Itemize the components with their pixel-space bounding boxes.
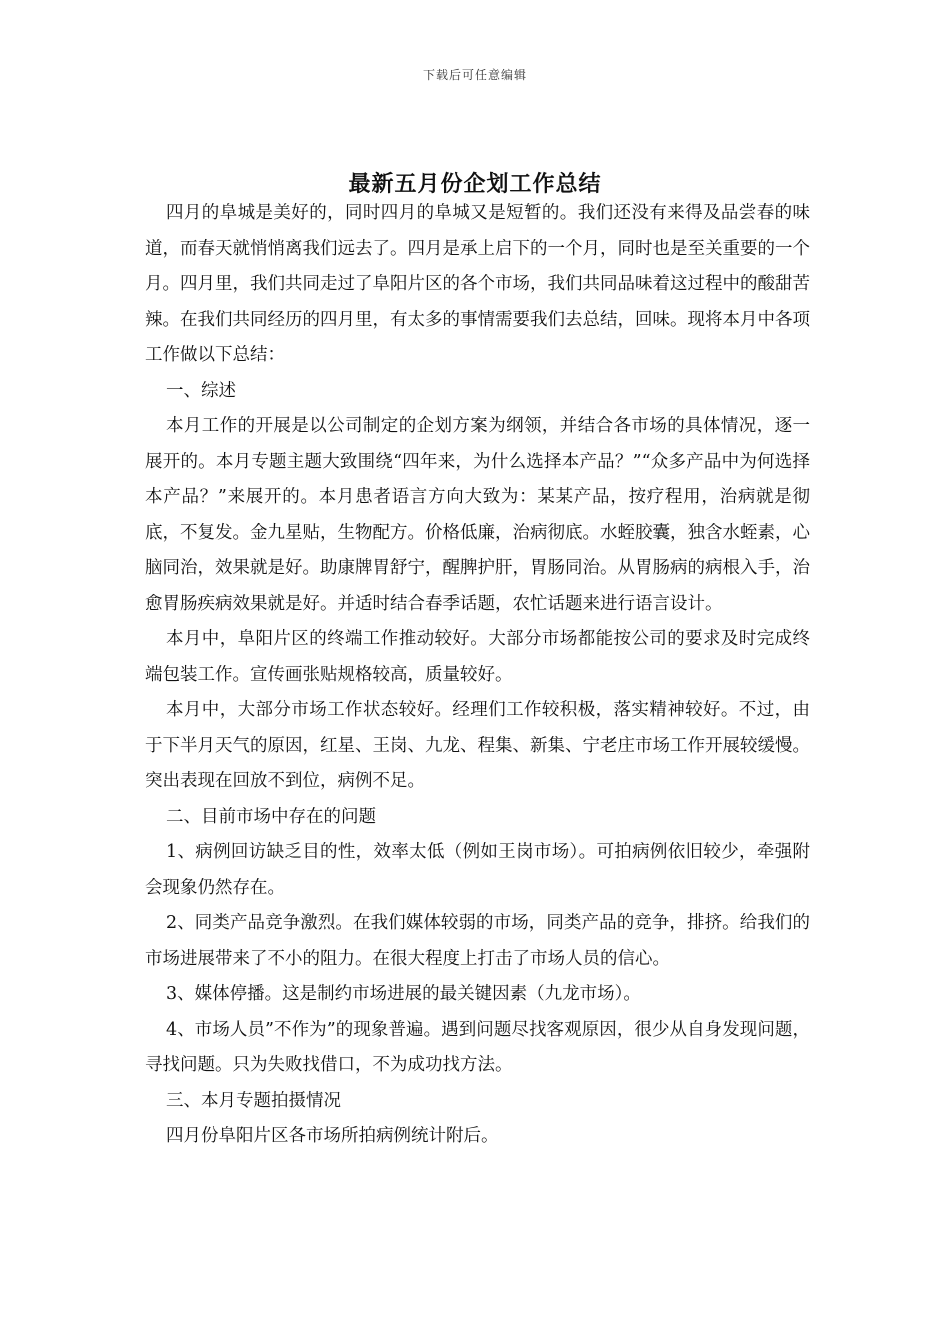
section-heading-filming: 三、本月专题拍摄情况 xyxy=(166,1090,341,1111)
section-heading-problems: 二、目前市场中存在的问题 xyxy=(166,806,376,827)
paragraph-terminal-work: 本月中，阜阳片区的终端工作推动较好。大部分市场都能按公司的要求及时完成终端包装工作。宣传画张贴规格较高，质量较好。 xyxy=(145,629,810,685)
problem-item-2: 2、同类产品竞争激烈。在我们媒体较弱的市场，同类产品的竞争，排挤。给我们的市场进展带来了不小的阻力。在很大程度上打击了市场人员的信心。 xyxy=(145,913,810,969)
paragraph-overview: 本月工作的开展是以公司制定的企划方案为纲领，并结合各市场的具体情况，逐一展开的。本月专题主题大致围绕“四年来，为什么选择本产品？”“众多产品中为何选择本产品？”来展开的。本月患者语言方向大致为：某某产品，按疗程用，治病就是彻底，不复发。金九星贴，生物配方。价格低廉，治病彻底。水蛭胶囊，独含水蛭素，心脑同治，效果就是好。助康牌胃舒宁，醒脾护肝，胃肠同治。从胃肠病的病根入手，治愈胃肠疾病效果就是好。并适时结合春季话题，农忙话题来进行语言设计。 xyxy=(145,416,810,614)
document-title: 最新五月份企划工作总结 xyxy=(348,171,602,197)
section-heading-overview: 一、综述 xyxy=(166,380,236,401)
paragraph-intro: 四月的阜城是美好的，同时四月的阜城又是短暂的。我们还没有来得及品尝春的味道，而春天就悄悄离我们远去了。四月是承上启下的一个月，同时也是至关重要的一个月。四月里，我们共同走过了阜阳片区的各个市场，我们共同品味着这过程中的酸甜苦辣。在我们共同经历的四月里，有太多的事情需要我们去总结，回味。现将本月中各项工作做以下总结： xyxy=(145,203,810,365)
problem-item-3: 3、媒体停播。这是制约市场进展的最关键因素（九龙市场）。 xyxy=(166,984,641,1004)
header-note: 下载后可任意编辑 xyxy=(422,68,527,82)
problem-item-4: 4、市场人员”不作为”的现象普遍。遇到问题尽找客观原因，很少从自身发现问题，寻找问题。只为失败找借口，不为成功找方法。 xyxy=(145,1019,810,1075)
problem-item-1: 1、病例回访缺乏目的性，效率太低（例如王岗市场）。可拍病例依旧较少，牵强附会现象仍然存在。 xyxy=(145,842,810,898)
paragraph-market-status: 本月中，大部分市场工作状态较好。经理们工作较积极，落实精神较好。不过，由于下半月天气的原因，红星、王岗、九龙、程集、新集、宁老庄市场工作开展较缓慢。突出表现在回放不到位，病例不足。 xyxy=(145,700,810,791)
document-body xyxy=(145,196,810,1155)
paragraph-filming: 四月份阜阳片区各市场所拍病例统计附后。 xyxy=(166,1126,499,1146)
